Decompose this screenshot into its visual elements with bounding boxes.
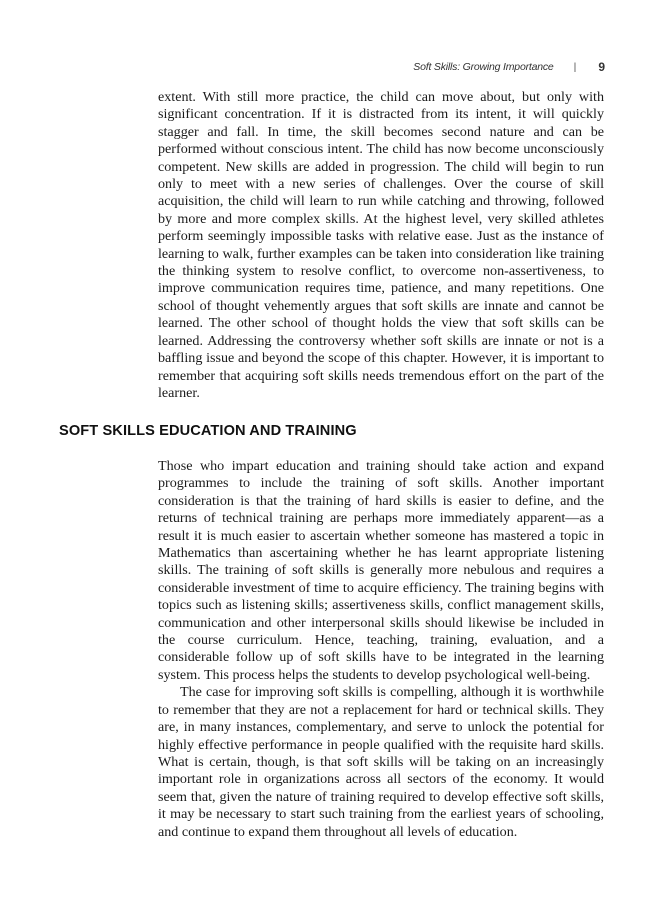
page-number: 9 [598,60,605,74]
body-text-continued [158,89,604,402]
running-title: Soft Skills: Growing Importance [413,61,554,73]
running-head [413,60,605,74]
paragraph: The case for improving soft skills is compelling, although it is worthwhile to remember that they are not a replacement for hard or technical skills. They are, in many instances, complementary, and serve to unlock the potential for highly effective performance in people qualified with the requisite hard skills. What is certain, though, is that soft skills will be taking on an increasingly important role in organizations across all sectors of the economy. It would seem that, given the nature of training required to develop effective soft skills, it may be necessary to start such training from the earliest years of schooling, and continue to expand them throughout all levels of education. [158,684,604,840]
section-body [158,458,604,841]
paragraph: extent. With still more practice, the child can move about, but only with significant concentration. If it is distracted from its intent, it will quickly stagger and fall. In time, the skill becomes second nature and can be performed without conscious intent. The child has now become unconsciously competent. New skills are added in progression. The child will begin to run only to meet with a new series of challenges. Over the course of skill acquisition, the child will learn to run while catching and throwing, followed by more and more complex skills. At the highest level, very skilled athletes perform seemingly impossible tasks with relative ease. Just as the instance of learning to walk, further examples can be taken into consideration like training the thinking system to resolve conflict, to overcome non-assertiveness, to improve communication requires time, patience, and many repetitions. One school of thought vehemently argues that soft skills are innate and cannot be learned. The other school of thought holds the view that soft skills can be learned. Addressing the controversy whether soft skills are innate or not is a baffling issue and beyond the scope of this chapter. However, it is important to remember that acquiring soft skills needs tremendous effort on the part of the learner. [158,89,604,401]
section-heading: SOFT SKILLS EDUCATION AND TRAINING [59,423,357,439]
header-separator: | [573,61,577,73]
paragraph: Those who impart education and training should take action and expand programmes to include the training of soft skills. Another important consideration is that the training of hard skills is easier to define, and the returns of technical training are perhaps more immediately apparent—as a result it is much easier to ascertain whether someone has mastered a topic in Mathematics than ascertaining whether he has learnt appropriate listening skills. The training of soft skills is generally more nebulous and requires a considerable investment of time to acquire efficiency. The training begins with topics such as listening skills; assertiveness skills, conflict management skills, communication and other interpersonal skills should likewise be included in the course curriculum. Hence, teaching, training, evaluation, and a considerable follow up of soft skills have to be integrated in the learning system. This process helps the students to develop psychological well-being. [158,458,604,683]
